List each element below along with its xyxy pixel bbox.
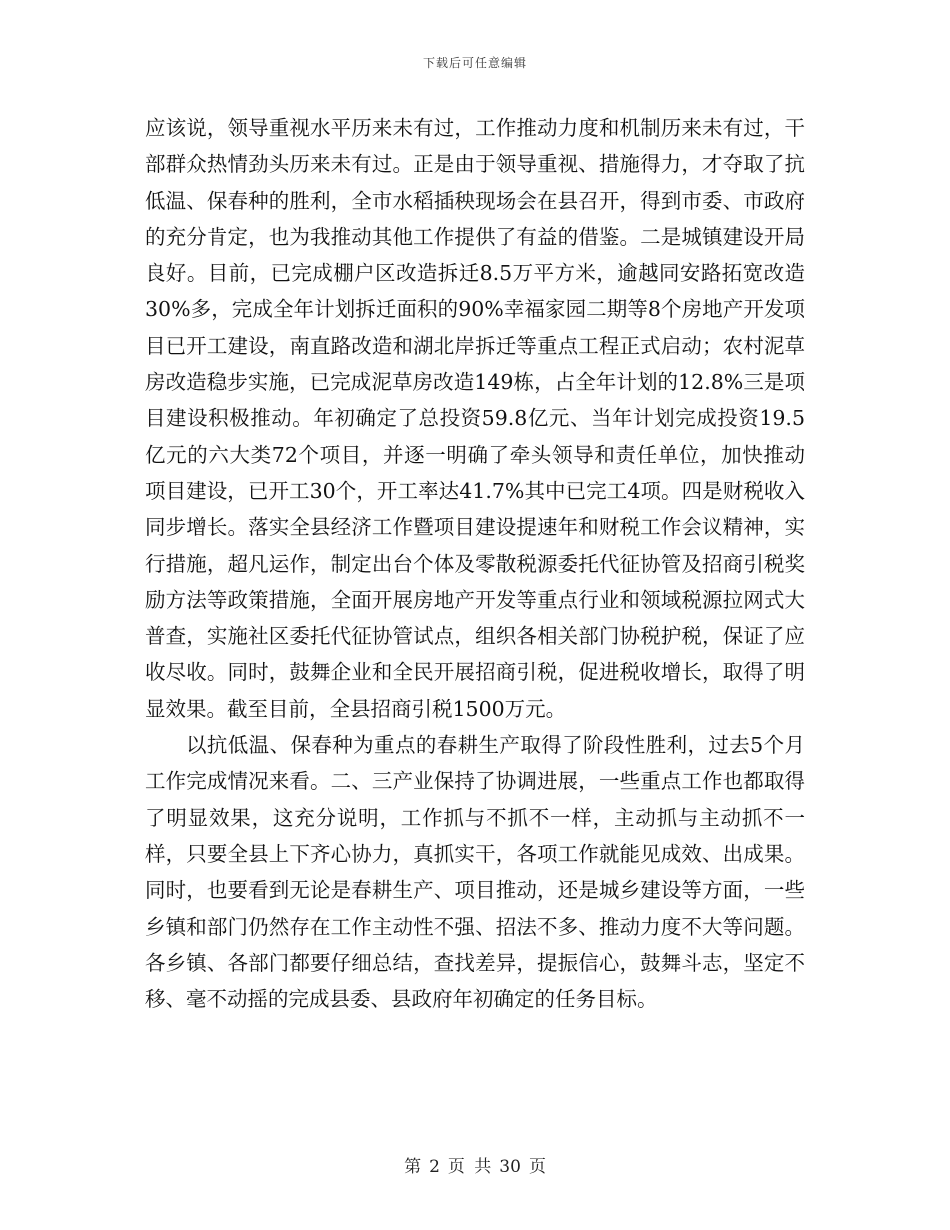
paragraph-2: 以抗低温、保春种为重点的春耕生产取得了阶段性胜利，过去5个月工作完成情况来看。二、三产业保持了协调进展，一些重点工作也都取得了明显效果，这充分说明，工作抓与不抓不一样，主动抓与主动抓不一样，只要全县上下齐心协力，真抓实干，各项工作就能见成效、出成果。同时，也要看到无论是春耕生产、项目推动，还是城乡建设等方面，一些乡镇和部门仍然存在工作主动性不强、招法不多、推动力度不大等问题。各乡镇、各部门都要仔细总结，查找差异，提振信心，鼓舞斗志，坚定不移、毫不动摇的完成县委、县政府年初确定的任务目标。: [145, 733, 805, 1012]
page-footer: [0, 1152, 950, 1177]
paragraph-1: 应该说，领导重视水平历来未有过，工作推动力度和机制历来未有过，干部群众热情劲头历来未有过。正是由于领导重视、措施得力，才夺取了抗低温、保春种的胜利，全市水稻插秧现场会在县召开，得到市委、市政府的充分肯定，也为我推动其他工作提供了有益的借鉴。二是城镇建设开局良好。目前，已完成棚户区改造拆迁8.5万平方米，逾越同安路拓宽改造30%多，完成全年计划拆迁面积的90%幸福家园二期等8个房地产开发项目已开工建设，南直路改造和湖北岸拆迁等重点工程正式启动；农村泥草房改造稳步实施，已完成泥草房改造149栋，占全年计划的12.8%三是项目建设积极推动。年初确定了总投资59.8亿元、当年计划完成投资19.5亿元的六大类72个项目，并逐一明确了牵头领导和责任单位，加快推动项目建设，已开工30个，开工率达41.7%其中已完工4项。四是财税收入同步增长。落实全县经济工作暨项目建设提速年和财税工作会议精神，实行措施，超凡运作，制定出台个体及零散税源委托代征协管及招商引税奖励方法等政策措施，全面开展房地产开发等重点行业和领域税源拉网式大普查，实施社区委托代征协管试点，组织各相关部门协税护税，保证了应收尽收。同时，鼓舞企业和全民开展招商引税，促进税收增长，取得了明显效果。截至目前，全县招商引税1500万元。: [145, 116, 805, 721]
page-header: 下载后可任意编辑: [422, 56, 527, 70]
footer-suffix: 页: [528, 1157, 546, 1177]
footer-prefix: 第: [404, 1157, 422, 1177]
footer-middle: 页 共: [447, 1157, 492, 1177]
footer-total-pages: 30: [499, 1157, 521, 1177]
document-body: [145, 110, 805, 1017]
footer-page-number: 2: [429, 1157, 440, 1177]
